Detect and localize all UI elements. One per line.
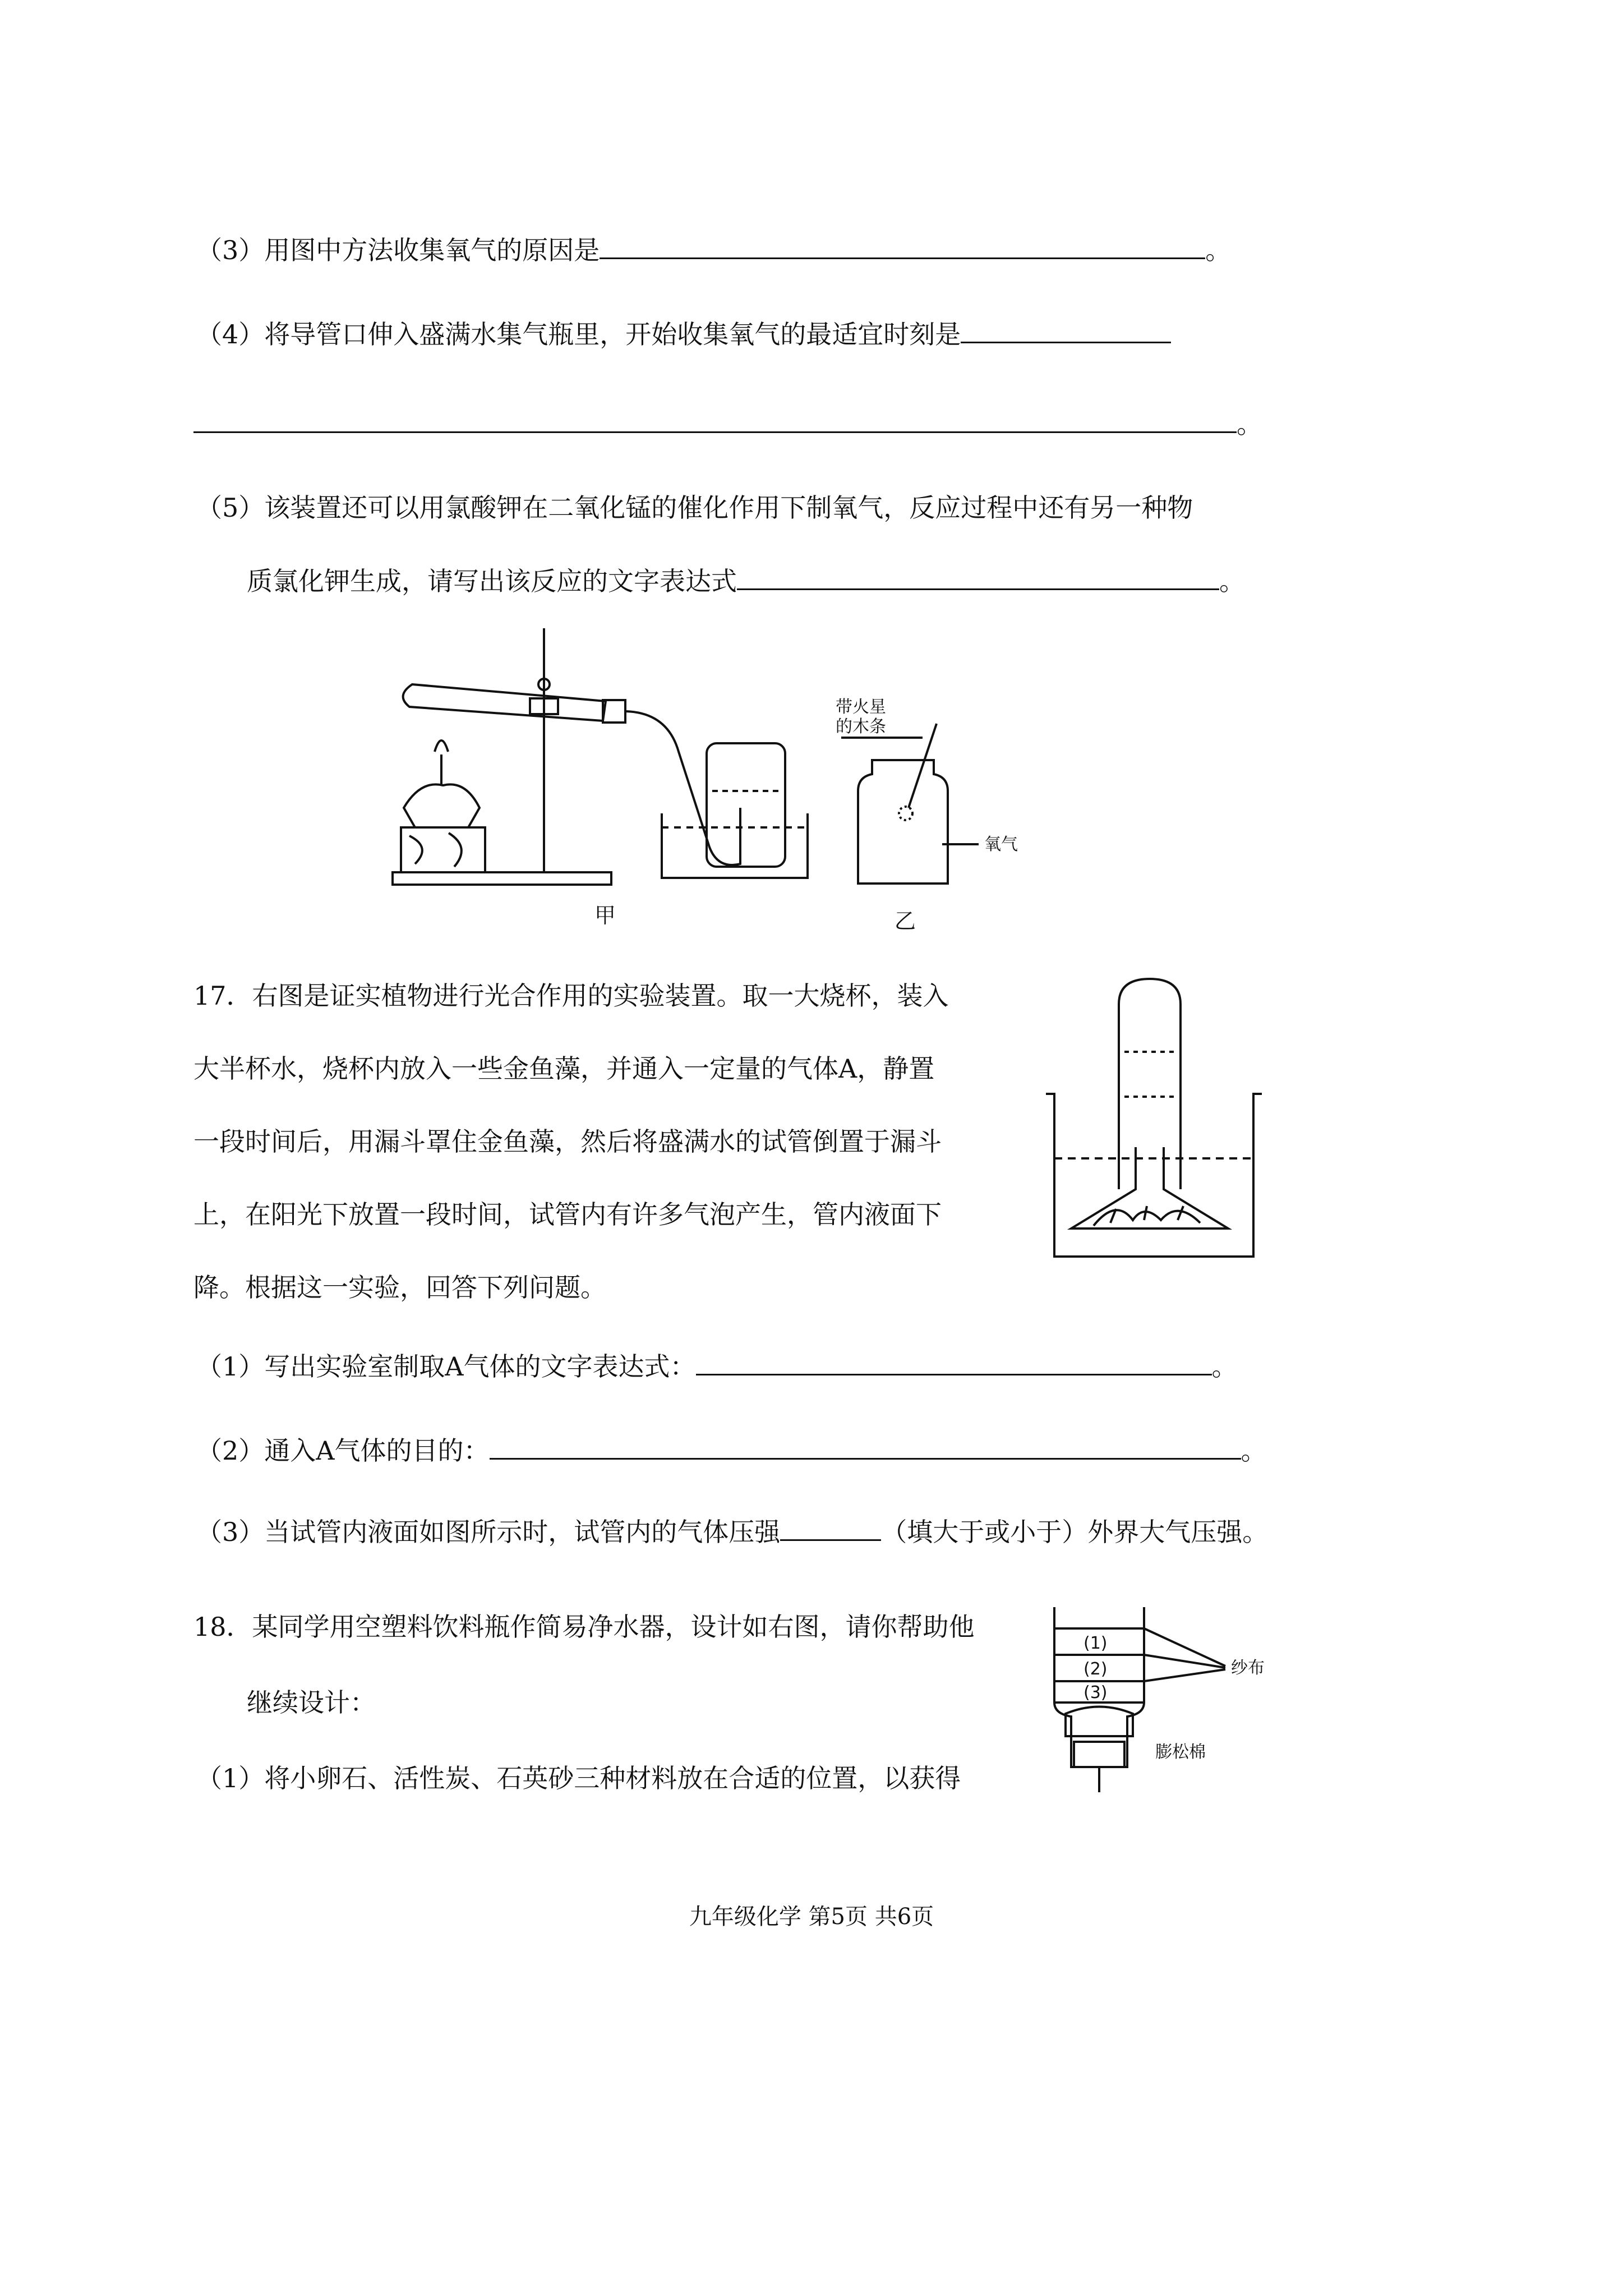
q17-text: 大半杯水，烧杯内放入一些金鱼藻，并通入一定量的气体A，静置 <box>193 1053 935 1084</box>
q18-text: 继续设计： <box>247 1687 376 1718</box>
q17-line4 <box>193 1198 942 1231</box>
q16-part4-cont <box>193 407 1262 441</box>
q17-part3-suffix: （填大于或小于）外界大气压强。 <box>881 1517 1269 1547</box>
answer-blank[interactable] <box>193 407 1237 433</box>
q17-line5 <box>193 1271 606 1304</box>
q18-line2 <box>247 1686 376 1719</box>
q17-part3-text: （3）当试管内液面如图所示时，试管内的气体压强 <box>196 1517 781 1547</box>
apparatus-drawing <box>381 623 1066 937</box>
oxygen-label: 氧气 <box>984 835 1018 854</box>
period: 。 <box>1211 1351 1238 1382</box>
q18-text: （1）将小卵石、活性炭、石英砂三种材料放在合适的位置，以获得 <box>196 1763 961 1793</box>
q16-part3-text: （3）用图中方法收集氧气的原因是 <box>196 235 600 265</box>
q17-part2 <box>196 1433 1267 1467</box>
splint-label-1: 带火星 <box>836 697 886 717</box>
q17-part3 <box>196 1515 1268 1549</box>
q17-text: 降。根据这一实验，回答下列问题。 <box>193 1272 606 1303</box>
answer-blank[interactable] <box>600 233 1205 259</box>
q18-line1 <box>193 1610 975 1644</box>
purifier-drawing <box>1049 1602 1295 1803</box>
photosynthesis-figure <box>1032 973 1279 1265</box>
period: 。 <box>1237 409 1262 439</box>
gauze-label: 纱布 <box>1231 1658 1265 1678</box>
splint-label-2: 的木条 <box>836 717 886 737</box>
q16-part5-text: （5）该装置还可以用氯酸钾在二氧化锰的催化作用下制氧气，反应过程中还有另一种物 <box>196 493 1193 523</box>
figure-label-jia: 甲 <box>594 903 616 928</box>
answer-blank[interactable] <box>696 1349 1212 1375</box>
q18-line3 <box>196 1761 961 1795</box>
q16-part5-text2: 质氯化钾生成，请写出该反应的文字表达式 <box>247 566 737 596</box>
period: 。 <box>1241 1435 1267 1466</box>
period: 。 <box>1205 235 1232 265</box>
answer-blank[interactable] <box>737 564 1219 590</box>
q18-text: 18．某同学用空塑料饮料瓶作简易净水器，设计如右图，请你帮助他 <box>193 1612 975 1642</box>
period: 。 <box>1219 566 1245 596</box>
answer-blank[interactable] <box>490 1433 1241 1460</box>
answer-blank[interactable] <box>961 317 1171 343</box>
purifier-figure <box>1049 1602 1295 1803</box>
cotton-label: 膨松棉 <box>1155 1742 1206 1762</box>
q17-text: 上，在阳光下放置一段时间，试管内有许多气泡产生，管内液面下 <box>193 1199 942 1230</box>
q17-text: 一段时间后，用漏斗罩住金鱼藻，然后将盛满水的试管倒置于漏斗 <box>193 1126 942 1157</box>
q17-line2 <box>193 1052 934 1085</box>
q16-part3 <box>196 233 1231 267</box>
beaker-drawing <box>1032 973 1279 1265</box>
page-footer: 九年级化学 第5页 共6页 <box>689 1904 934 1930</box>
answer-blank[interactable] <box>780 1515 881 1541</box>
q17-line3 <box>193 1125 942 1158</box>
q16-part5-line2 <box>247 564 1245 598</box>
apparatus-figure <box>381 623 1066 937</box>
figure-label-yi: 乙 <box>895 909 916 933</box>
q17-text: 17．右图是证实植物进行光合作用的实验装置。取一大烧杯，装入 <box>193 981 949 1011</box>
layer-1-label: (1) <box>1083 1634 1108 1653</box>
layer-2-label: (2) <box>1083 1659 1108 1679</box>
q16-part5-line1 <box>196 491 1193 524</box>
q17-part2-text: （2）通入A气体的目的： <box>196 1435 490 1466</box>
layer-3-label: (3) <box>1083 1683 1108 1703</box>
q16-part4 <box>196 317 1171 351</box>
q16-part4-text: （4）将导管口伸入盛满水集气瓶里，开始收集氧气的最适宜时刻是 <box>196 319 961 349</box>
q17-part1 <box>196 1349 1238 1383</box>
q17-part1-text: （1）写出实验室制取A气体的文字表达式： <box>196 1351 696 1382</box>
q17-line1 <box>193 979 949 1013</box>
